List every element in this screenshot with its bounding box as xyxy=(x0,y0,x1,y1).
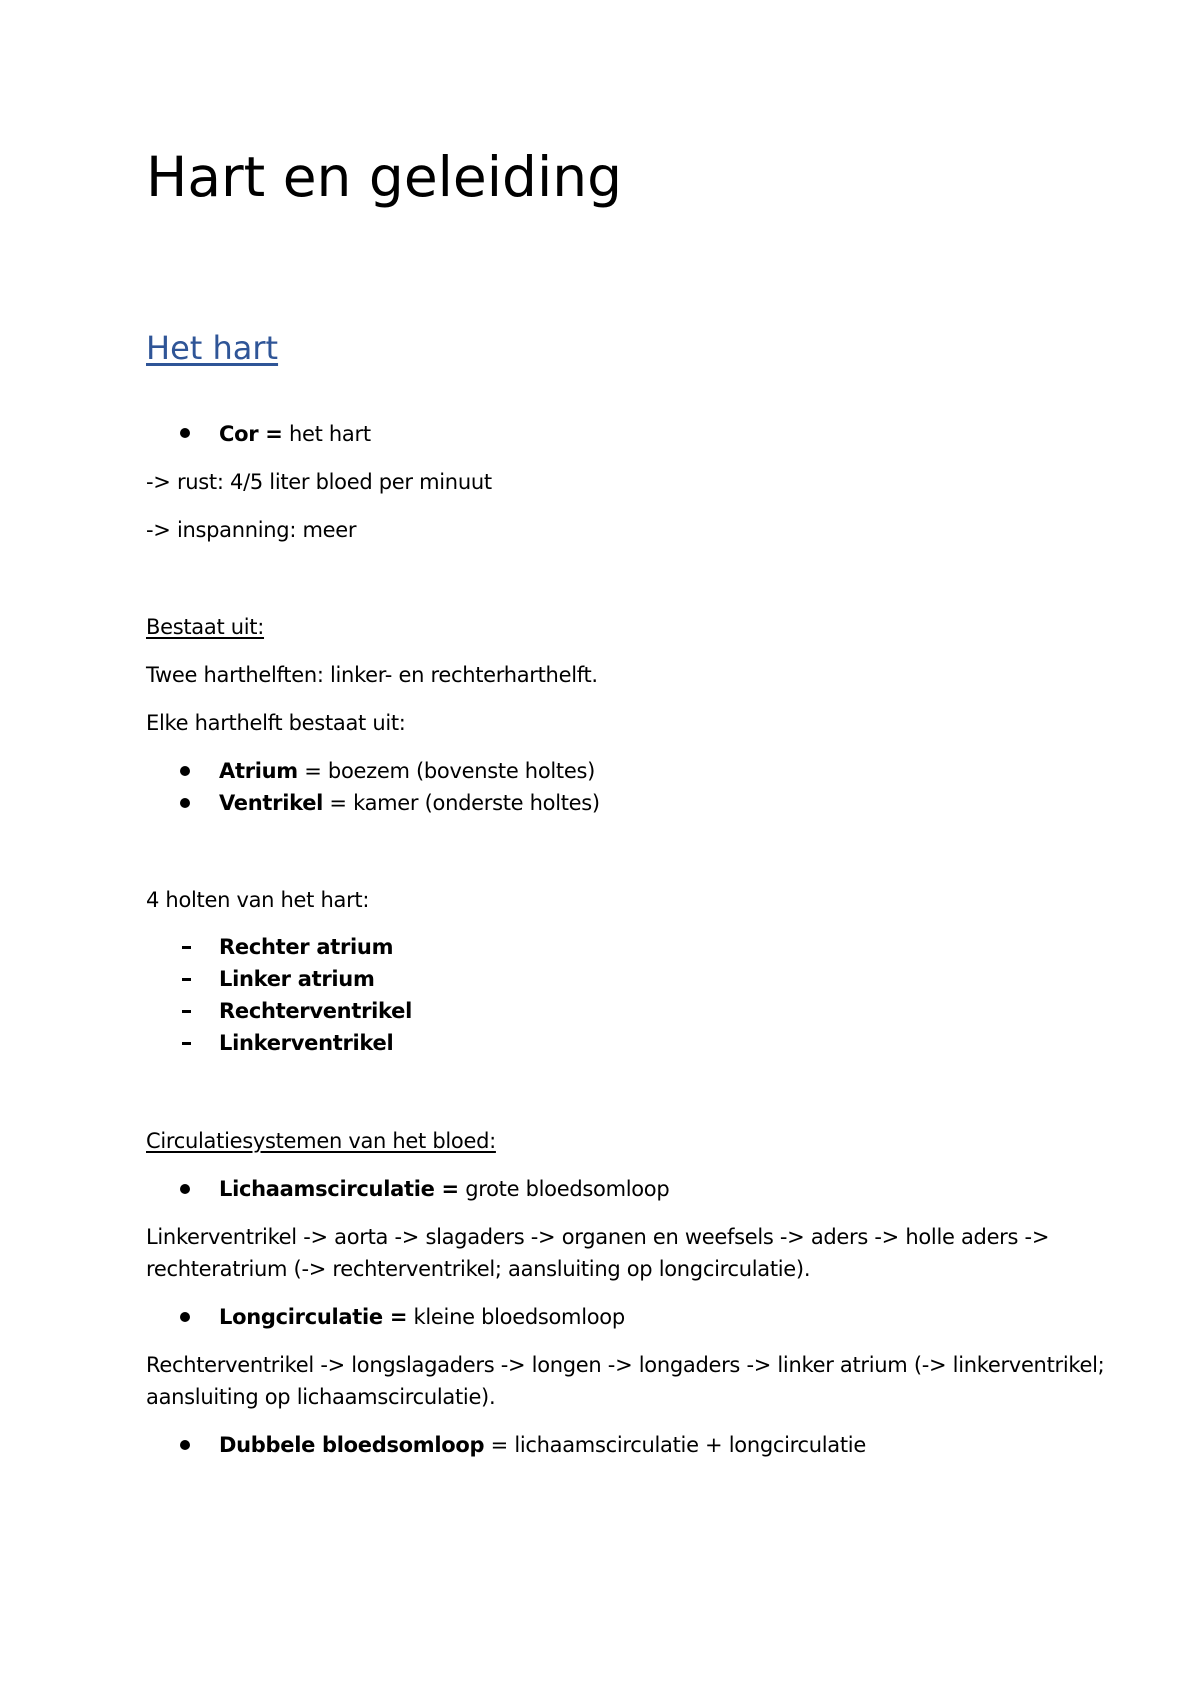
bullet-icon xyxy=(180,766,190,776)
dash-icon xyxy=(182,946,191,949)
long-item xyxy=(219,1302,625,1332)
dash-icon xyxy=(182,1010,191,1013)
bullet-icon xyxy=(180,1312,190,1322)
term: Cor = xyxy=(219,422,283,446)
twee-line: Twee harthelften: linker- en rechterharthelft. xyxy=(146,663,598,687)
dash-icon xyxy=(182,978,191,981)
holte-item: Rechterventrikel xyxy=(219,999,412,1023)
term: Ventrikel xyxy=(219,791,324,815)
atrium-item xyxy=(219,756,595,786)
bullet-icon xyxy=(180,1440,190,1450)
definition: grote bloedsomloop xyxy=(458,1177,670,1201)
lichaam-line-1: Linkerventrikel -> aorta -> slagaders -> organen en weefsels -> aders -> holle aders -> xyxy=(146,1225,1050,1249)
holte-item: Linker atrium xyxy=(219,967,375,991)
holte-item: Linkerventrikel xyxy=(219,1031,394,1055)
rust-line: -> rust: 4/5 liter bloed per minuut xyxy=(146,470,492,494)
section-heading: Het hart xyxy=(146,329,279,367)
document-title: Hart en geleiding xyxy=(146,145,623,209)
definition: = boezem (bovenste holtes) xyxy=(297,759,595,783)
term: Longcirculatie = xyxy=(219,1305,408,1329)
holte-item: Rechter atrium xyxy=(219,935,394,959)
cor-item xyxy=(219,419,371,449)
definition: kleine bloedsomloop xyxy=(407,1305,625,1329)
term: Dubbele bloedsomloop xyxy=(219,1433,485,1457)
bullet-icon xyxy=(180,798,190,808)
bestaat-heading: Bestaat uit: xyxy=(146,615,265,639)
dash-icon xyxy=(182,1042,191,1045)
bullet-icon xyxy=(180,1184,190,1194)
term: Atrium xyxy=(219,759,298,783)
dubbel-item xyxy=(219,1430,866,1460)
definition: = kamer (onderste holtes) xyxy=(323,791,600,815)
circ-heading: Circulatiesystemen van het bloed: xyxy=(146,1129,496,1153)
lichaam-line-2: rechteratrium (-> rechterventrikel; aansluiting op longcirculatie). xyxy=(146,1257,811,1281)
definition: het hart xyxy=(282,422,371,446)
term: Lichaamscirculatie = xyxy=(219,1177,459,1201)
elke-line: Elke harthelft bestaat uit: xyxy=(146,711,406,735)
ventrikel-item xyxy=(219,788,600,818)
bullet-icon xyxy=(180,428,190,438)
lichaam-item xyxy=(219,1174,669,1204)
long-line-1: Rechterventrikel -> longslagaders -> longen -> longaders -> linker atrium (-> linkerventrikel; xyxy=(146,1353,1105,1377)
long-line-2: aansluiting op lichaamscirculatie). xyxy=(146,1385,496,1409)
inspanning-line: -> inspanning: meer xyxy=(146,518,357,542)
holten-heading: 4 holten van het hart: xyxy=(146,888,370,912)
definition: = lichaamscirculatie + longcirculatie xyxy=(484,1433,866,1457)
